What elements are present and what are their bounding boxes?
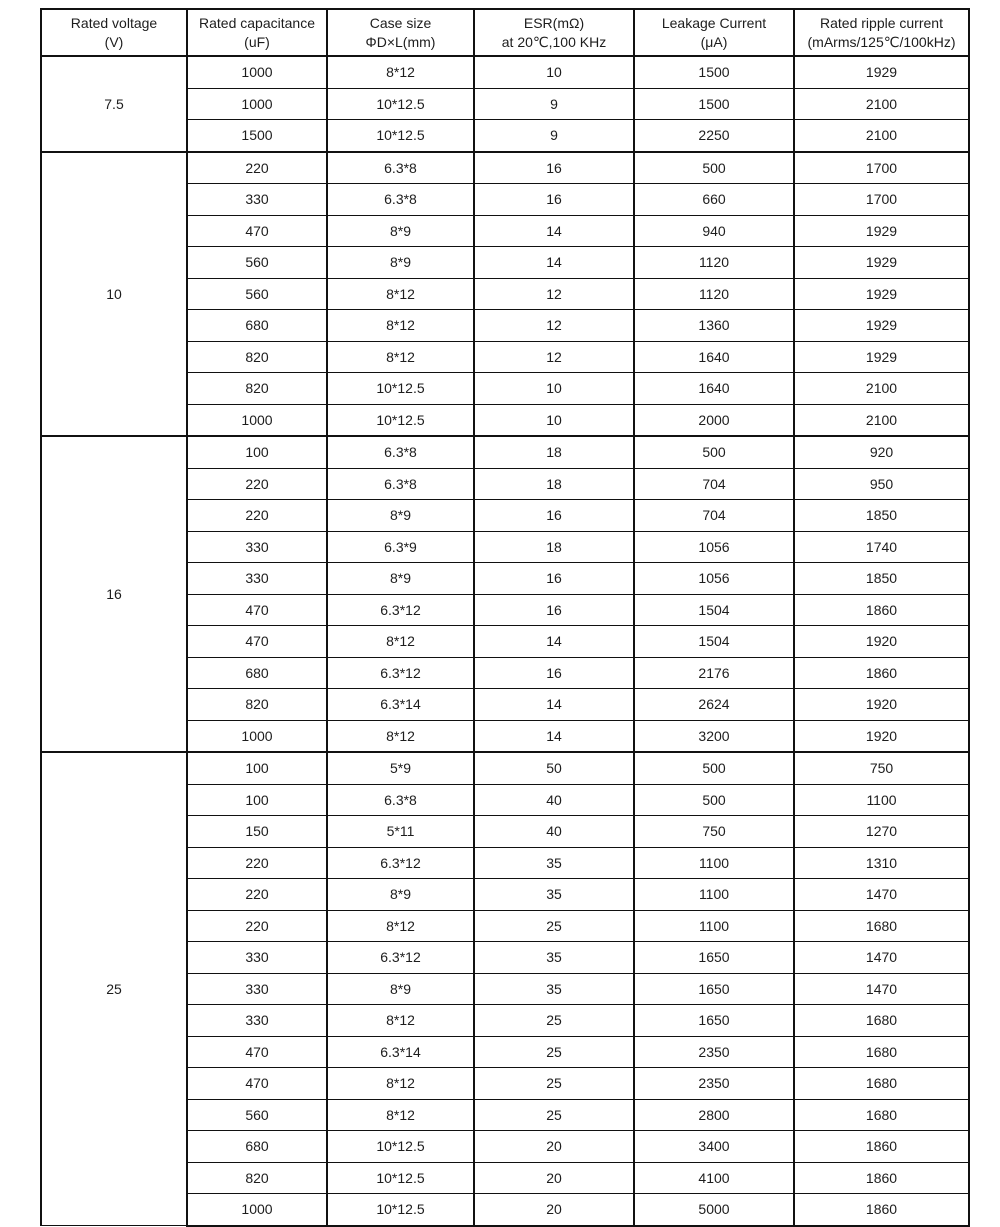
table-cell: 8*9 [327,563,474,595]
table-cell: 14 [474,689,634,721]
table-cell: 1929 [794,310,969,342]
table-cell: 8*12 [327,56,474,88]
table-cell: 1500 [187,120,327,152]
table-cell: 14 [474,215,634,247]
table-cell: 2624 [634,689,794,721]
table-body [41,56,969,1226]
table-cell: 14 [474,247,634,279]
header-cell-4 [634,9,794,56]
table-cell: 1504 [634,594,794,626]
table-cell: 16 [474,657,634,689]
table-cell: 12 [474,278,634,310]
table-cell: 100 [187,752,327,784]
table-cell: 35 [474,879,634,911]
table-cell: 1650 [634,973,794,1005]
table-cell: 2250 [634,120,794,152]
table-cell: 2100 [794,404,969,436]
table-cell: 1470 [794,879,969,911]
table-cell: 500 [634,152,794,184]
table-cell: 40 [474,784,634,816]
header-line1: ESR(mΩ) [523,14,585,31]
table-cell: 1640 [634,373,794,405]
table-cell: 3200 [634,720,794,752]
table-cell: 1860 [794,594,969,626]
table-cell: 1680 [794,1005,969,1037]
table-cell: 6.3*8 [327,152,474,184]
table-cell: 704 [634,468,794,500]
table-cell: 8*12 [327,720,474,752]
header-cell-5 [794,9,969,56]
table-cell: 500 [634,752,794,784]
table-cell: 8*9 [327,215,474,247]
table-cell: 220 [187,152,327,184]
table-cell: 9 [474,120,634,152]
table-cell: 12 [474,310,634,342]
header-cell-3 [474,9,634,56]
table-cell: 2100 [794,88,969,120]
table-cell: 2000 [634,404,794,436]
table-cell: 8*9 [327,973,474,1005]
table-cell: 750 [634,816,794,848]
table-cell: 560 [187,1099,327,1131]
table-cell: 8*9 [327,879,474,911]
table-cell: 1929 [794,56,969,88]
header-line2: (μA) [700,33,728,50]
table-cell: 560 [187,247,327,279]
table-cell: 18 [474,436,634,468]
table-cell: 1680 [794,1036,969,1068]
table-cell: 2350 [634,1036,794,1068]
table-cell: 1929 [794,341,969,373]
table-cell: 820 [187,689,327,721]
table-row [41,752,969,784]
table-cell: 25 [474,1005,634,1037]
table-cell: 35 [474,847,634,879]
table-cell: 10*12.5 [327,1131,474,1163]
table-cell: 10*12.5 [327,1162,474,1194]
table-cell: 820 [187,373,327,405]
table-cell: 1000 [187,56,327,88]
table-cell: 6.3*12 [327,657,474,689]
voltage-cell: 16 [41,436,187,752]
table-cell: 6.3*12 [327,847,474,879]
table-cell: 330 [187,184,327,216]
table-cell: 820 [187,1162,327,1194]
table-cell: 220 [187,847,327,879]
table-cell: 8*12 [327,626,474,658]
table-cell: 1500 [634,56,794,88]
header-line1: Leakage Current [661,14,767,31]
table-cell: 10*12.5 [327,88,474,120]
table-cell: 1650 [634,942,794,974]
table-cell: 330 [187,973,327,1005]
table-cell: 3400 [634,1131,794,1163]
voltage-cell: 25 [41,752,187,1226]
header-line2: (V) [104,33,124,50]
table-cell: 1310 [794,847,969,879]
table-cell: 1860 [794,657,969,689]
table-cell: 470 [187,1068,327,1100]
table-cell: 8*12 [327,341,474,373]
table-cell: 35 [474,973,634,1005]
table-cell: 10*12.5 [327,120,474,152]
table-cell: 20 [474,1131,634,1163]
table-cell: 330 [187,531,327,563]
table-cell: 950 [794,468,969,500]
table-cell: 20 [474,1194,634,1226]
table-cell: 220 [187,500,327,532]
table-cell: 10 [474,373,634,405]
table-cell: 50 [474,752,634,784]
table-cell: 18 [474,531,634,563]
table-cell: 1680 [794,1099,969,1131]
table-cell: 16 [474,184,634,216]
table-cell: 6.3*12 [327,594,474,626]
table-cell: 1680 [794,1068,969,1100]
table-cell: 940 [634,215,794,247]
table-cell: 330 [187,942,327,974]
table-cell: 1929 [794,278,969,310]
table-cell: 2350 [634,1068,794,1100]
table-cell: 8*12 [327,910,474,942]
table-cell: 1000 [187,1194,327,1226]
table-cell: 2100 [794,373,969,405]
table-cell: 150 [187,816,327,848]
table-cell: 25 [474,1036,634,1068]
header-row [41,9,969,56]
table-cell: 1920 [794,720,969,752]
table-cell: 18 [474,468,634,500]
table-cell: 1360 [634,310,794,342]
table-cell: 1680 [794,910,969,942]
table-cell: 1100 [634,910,794,942]
table-cell: 100 [187,784,327,816]
table-cell: 14 [474,720,634,752]
table-cell: 6.3*8 [327,468,474,500]
table-cell: 1740 [794,531,969,563]
table-cell: 5000 [634,1194,794,1226]
table-cell: 1120 [634,247,794,279]
table-cell: 1920 [794,626,969,658]
table-cell: 25 [474,1099,634,1131]
table-cell: 6.3*8 [327,784,474,816]
table-cell: 10*12.5 [327,404,474,436]
table-cell: 1860 [794,1131,969,1163]
table-cell: 1100 [794,784,969,816]
table-cell: 12 [474,341,634,373]
table-cell: 10 [474,404,634,436]
table-cell: 470 [187,215,327,247]
table-header [41,9,969,56]
capacitor-spec-table [40,8,970,1227]
table-cell: 1860 [794,1162,969,1194]
table-row [41,152,969,184]
table-cell: 500 [634,784,794,816]
table-cell: 1100 [634,847,794,879]
header-line2: (uF) [244,33,270,50]
table-cell: 1056 [634,531,794,563]
table-cell: 6.3*14 [327,689,474,721]
table-cell: 8*12 [327,310,474,342]
voltage-cell: 10 [41,152,187,437]
table-cell: 1470 [794,973,969,1005]
table-cell: 220 [187,910,327,942]
header-line1: Case size [369,14,432,31]
table-cell: 4100 [634,1162,794,1194]
table-cell: 1500 [634,88,794,120]
table-cell: 6.3*14 [327,1036,474,1068]
table-cell: 8*12 [327,1068,474,1100]
table-cell: 1640 [634,341,794,373]
table-cell: 680 [187,310,327,342]
table-cell: 1100 [634,879,794,911]
table-cell: 1000 [187,404,327,436]
table-cell: 25 [474,1068,634,1100]
header-line2: (mArms/125℃/100kHz) [807,33,956,50]
table-cell: 1056 [634,563,794,595]
table-cell: 5*11 [327,816,474,848]
table-cell: 750 [794,752,969,784]
table-cell: 8*9 [327,500,474,532]
table-cell: 330 [187,1005,327,1037]
table-cell: 6.3*9 [327,531,474,563]
table-cell: 470 [187,594,327,626]
table-cell: 704 [634,500,794,532]
table-cell: 16 [474,594,634,626]
table-cell: 920 [794,436,969,468]
table-cell: 2800 [634,1099,794,1131]
voltage-cell: 7.5 [41,56,187,152]
table-cell: 8*12 [327,278,474,310]
table-row [41,56,969,88]
table-cell: 470 [187,1036,327,1068]
table-cell: 560 [187,278,327,310]
table-cell: 8*9 [327,247,474,279]
table-cell: 1920 [794,689,969,721]
table-cell: 1504 [634,626,794,658]
table-cell: 500 [634,436,794,468]
header-cell-0 [41,9,187,56]
table-cell: 1120 [634,278,794,310]
table-cell: 1850 [794,500,969,532]
table-cell: 820 [187,341,327,373]
table-cell: 35 [474,942,634,974]
table-cell: 1270 [794,816,969,848]
table-cell: 10*12.5 [327,373,474,405]
table-cell: 1929 [794,247,969,279]
table-cell: 9 [474,88,634,120]
table-cell: 100 [187,436,327,468]
table-cell: 20 [474,1162,634,1194]
table-cell: 25 [474,910,634,942]
header-line2: ΦD×L(mm) [365,33,436,50]
table-cell: 40 [474,816,634,848]
table-cell: 1650 [634,1005,794,1037]
table-cell: 1700 [794,152,969,184]
header-line1: Rated capacitance [199,14,315,31]
table-cell: 1850 [794,563,969,595]
table-cell: 1860 [794,1194,969,1226]
table-cell: 6.3*8 [327,184,474,216]
table-cell: 2100 [794,120,969,152]
table-cell: 8*12 [327,1099,474,1131]
table-cell: 680 [187,657,327,689]
table-cell: 2176 [634,657,794,689]
table-cell: 10*12.5 [327,1194,474,1226]
table-cell: 660 [634,184,794,216]
table-cell: 1470 [794,942,969,974]
table-cell: 8*12 [327,1005,474,1037]
table-cell: 680 [187,1131,327,1163]
table-cell: 220 [187,879,327,911]
table-cell: 1000 [187,720,327,752]
table-cell: 6.3*12 [327,942,474,974]
table-cell: 16 [474,500,634,532]
header-cell-1 [187,9,327,56]
table-cell: 14 [474,626,634,658]
table-cell: 10 [474,56,634,88]
header-line2: at 20℃,100 KHz [501,33,607,50]
table-cell: 16 [474,563,634,595]
table-cell: 5*9 [327,752,474,784]
table-cell: 16 [474,152,634,184]
table-cell: 6.3*8 [327,436,474,468]
header-line1: Rated ripple current [820,14,943,31]
table-cell: 220 [187,468,327,500]
table-row [41,436,969,468]
table-cell: 330 [187,563,327,595]
table-cell: 1000 [187,88,327,120]
header-line1: Rated voltage [70,14,158,31]
table-cell: 470 [187,626,327,658]
table-cell: 1700 [794,184,969,216]
table-cell: 1929 [794,215,969,247]
header-cell-2 [327,9,474,56]
